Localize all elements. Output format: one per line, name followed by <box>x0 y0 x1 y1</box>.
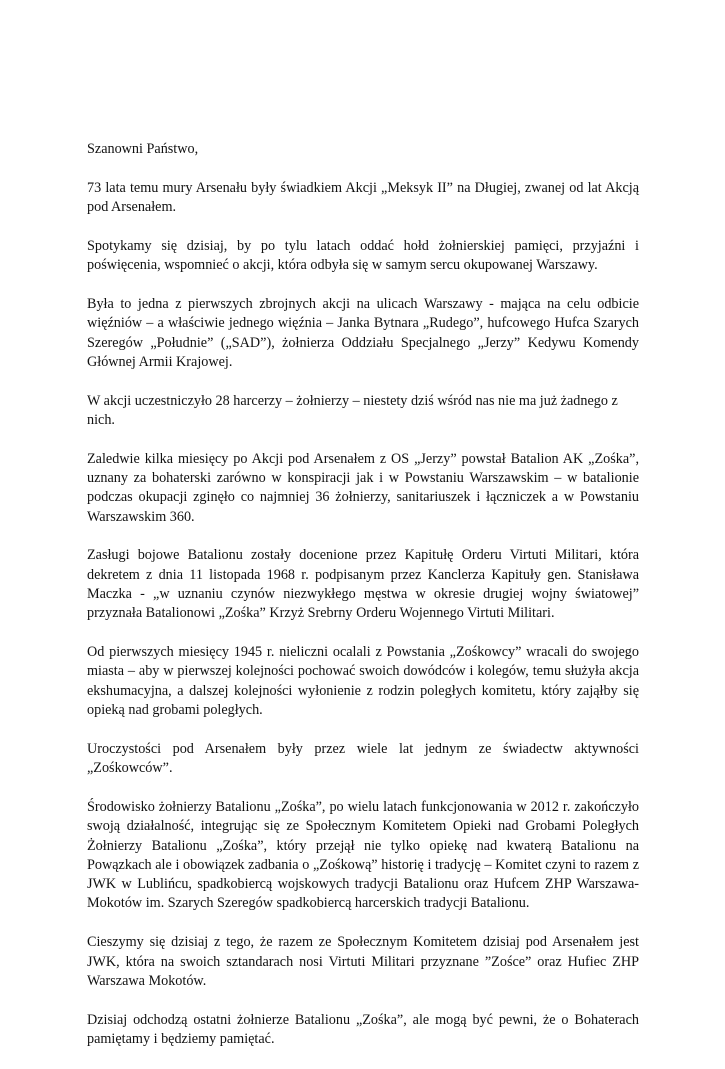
paragraph-battalion-formation: Zaledwie kilka miesięcy po Akcji pod Arsenałem z OS „Jerzy” powstał Batalion AK „Zośka”, uznany za bohaterski zarówno w konspiracji jak i w Powstaniu Warszawskim – w batalionie podczas okupacji zginęło co najmniej 36 żołnierzy, sanitariuszek i łączniczek a w Powstaniu Warszawskim 360. <box>87 450 639 525</box>
letter-greeting: Szanowni Państwo, <box>87 141 199 157</box>
paragraph-closing: Dzisiaj odchodzą ostatni żołnierze Batalionu „Zośka”, ale mogą być pewni, że o Bohaterach pamiętamy i będziemy pamiętać. <box>87 1011 639 1047</box>
paragraph-arsenal-anniversary: 73 lata temu mury Arsenału były świadkiem Akcji „Meksyk II” na Długiej, zwanej od lat Akcją pod Arsenałem. <box>87 179 639 216</box>
paragraph-action-description: Była to jedna z pierwszych zbrojnych akcji na ulicach Warszawy - mająca na celu odbicie więźniów – a właściwie jednego więźnia – Janka Bytnara „Rudego”, hufcowego Hufca Szarych Szeregów „Południe” („SAD”), żołnierza Oddziału Specjalnego „Jerzy” Kedywu Komendy Głównej Armii Krajowej. <box>87 295 639 370</box>
paragraph-community-committee: Środowisko żołnierzy Batalionu „Zośka”, po wielu latach funkcjonowania w 2012 r. zakończyło swoją działalność, integrując się ze Społecznym Komitetem Opieki nad Grobami Poległych Żołnierzy Batalionu „Zośka”, który przejął nie tylko opiekę nad kwaterą Batalionu na Powązkach ale i obowiązek zadbania o „Zośkową” historię i tradycję – Komitet czyni to razem z JWK w Lublińcu, spadkobiercą wojskowych tradycji Batalionu oraz Hufcem ZHP Warszawa-Mokotów im. Szarych Szeregów spadkobiercą harcerskich tradycji Batalionu. <box>87 798 639 912</box>
paragraph-participants: W akcji uczestniczyło 28 harcerzy – żołnierzy – niestety dziś wśród nas nie ma już żadnego z nich. <box>87 392 618 428</box>
paragraph-jwk: Cieszymy się dzisiaj z tego, że razem ze Społecznym Komitetem dzisiaj pod Arsenałem jest JWK, która na swoich sztandarach nosi Virtuti Militari przyznane ”Zośce” oraz Hufiec ZHP Warszawa Mokotów. <box>87 934 639 989</box>
paragraph-tribute: Spotykamy się dzisiaj, by po tylu latach oddać hołd żołnierskiej pamięci, przyjaźni i poświęcenia, wspomnieć o akcji, która odbyła się w samym sercu okupowanej Warszawy. <box>87 237 639 274</box>
paragraph-ceremonies: Uroczystości pod Arsenałem były przez wiele lat jednym ze świadectw aktywności „Zośkowców”. <box>87 740 639 777</box>
paragraph-postwar: Od pierwszych miesięcy 1945 r. nieliczni ocalali z Powstania „Zośkowcy” wracali do swojego miasta – aby w pierwszej kolejności pochować swoich dowódców i kolegów, temu służyła akcja ekshumacyjna, a dalszej kolejności wyłonienie z rodzin poległych komitetu, który zająłby się opieką nad grobami poległych. <box>87 644 639 719</box>
letter-body <box>87 140 639 1069</box>
paragraph-virtuti-militari: Zasługi bojowe Batalionu zostały docenione przez Kapitułę Orderu Virtuti Militari, która dekretem z dnia 11 listopada 1968 r. podpisanym przez Kanclerza Kapituły gen. Stanisława Maczka - „w uznaniu czynów niezwykłego męstwa w okresie drugiej wojny światowej” przyznała Batalionowi „Zośka” Krzyż Srebrny Orderu Wojennego Virtuti Militari. <box>87 547 639 622</box>
